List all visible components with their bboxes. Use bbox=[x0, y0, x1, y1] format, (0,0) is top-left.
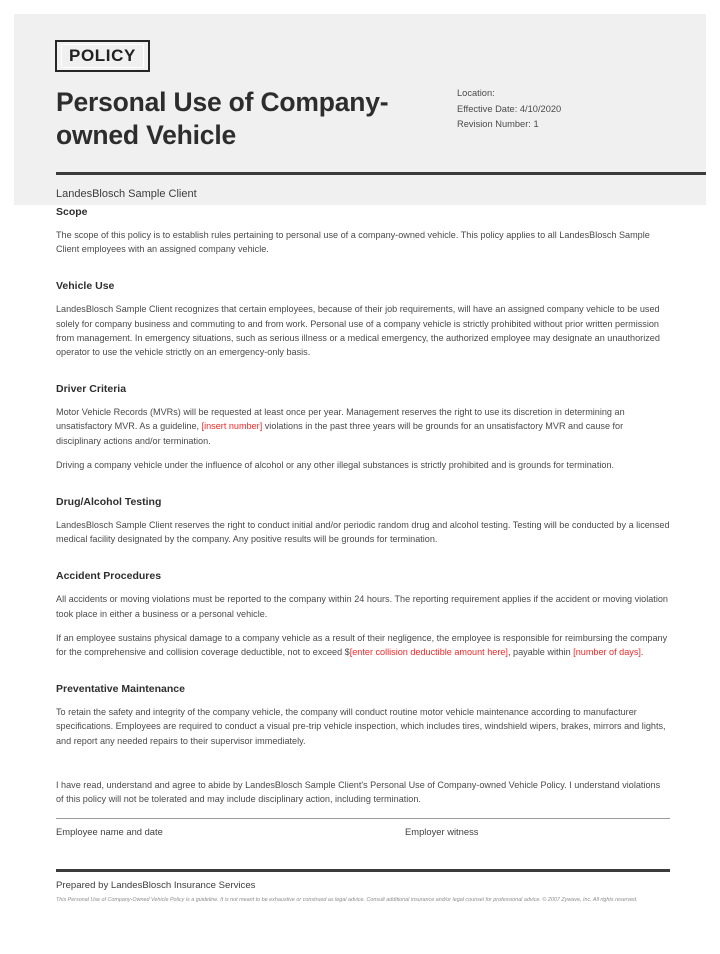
prepared-by-text: Prepared by LandesBlosch Insurance Services bbox=[56, 880, 256, 891]
section-spacer bbox=[56, 659, 670, 682]
header-divider bbox=[56, 172, 706, 175]
section-heading: Accident Procedures bbox=[56, 570, 162, 583]
heading-spacer bbox=[56, 583, 670, 592]
section-heading: Vehicle Use bbox=[56, 280, 115, 293]
body-paragraph bbox=[56, 228, 670, 256]
section-heading: Driver Criteria bbox=[56, 383, 127, 396]
paragraph-text: LandesBlosch Sample Client recognizes that certain employees, because of their job requirements, will have an assigned company vehicle to be used solely for company business and commuting to and from work. Personal use of a company vehicle is strictly prohibited without prior written permission from management. In emergency situations, such as serious illness or a medical emergency, the authorized employee may designate an unauthorized operator to use the vehicle strictly on an emergency-only basis. bbox=[56, 304, 660, 358]
paragraph-text: To retain the safety and integrity of the company vehicle, the company will conduct routine motor vehicle maintenance according to manufacturer specifications. Employees are required to conduct a visual pre-trip vehicle inspection, which includes tires, windshield wipers, brakes, mirrors and lights, and report any needed repairs to their supervisor immediately. bbox=[56, 707, 666, 746]
meta-location: Location: bbox=[457, 88, 495, 98]
document-metadata bbox=[457, 86, 697, 133]
section-spacer bbox=[56, 256, 670, 279]
client-name: LandesBlosch Sample Client bbox=[56, 188, 197, 200]
signature-labels bbox=[56, 825, 670, 839]
body-paragraph bbox=[56, 458, 670, 472]
signature-block bbox=[56, 818, 670, 839]
section-heading: Scope bbox=[56, 206, 88, 218]
paragraph-spacer bbox=[56, 448, 670, 458]
paragraph-text: If an employee sustains physical damage to a company vehicle as a result of their negligence, the employee is responsible for reimbursing the company for the comprehensive and collision coverage deductible, not to exceed $ bbox=[56, 632, 668, 658]
paragraph-spacer bbox=[56, 621, 670, 631]
sections-container bbox=[56, 205, 670, 806]
paragraph-text: , payable within bbox=[507, 647, 574, 658]
signature-rule bbox=[56, 818, 670, 819]
heading-spacer bbox=[56, 696, 670, 705]
section-heading: Preventative Maintenance bbox=[56, 683, 185, 696]
employee-signature-label: Employee name and date bbox=[56, 826, 163, 837]
acknowledgement-text: I have read, understand and agree to abide by LandesBlosch Sample Client's Personal Use of Company-owned Vehicle Policy. I understand violations of this policy will not be tolerated and may include disciplinary action, including termination. bbox=[56, 779, 661, 805]
body-paragraph bbox=[56, 405, 670, 448]
paragraph-text: The scope of this policy is to establish rules pertaining to personal use of a company-owned vehicle. This policy applies to all LandesBlosch Sample Client employees with an assigned company vehicle. bbox=[56, 230, 650, 255]
document-header-band bbox=[14, 14, 706, 205]
meta-effective-date: Effective Date: 4/10/2020 bbox=[457, 103, 562, 114]
section-spacer bbox=[56, 359, 670, 382]
acknowledgement-spacer bbox=[56, 748, 670, 778]
policy-badge bbox=[55, 40, 150, 72]
section-spacer bbox=[56, 546, 670, 569]
heading-spacer bbox=[56, 293, 670, 302]
title-block bbox=[56, 86, 436, 152]
legal-disclaimer: This Personal Use of Company-Owned Vehicle Policy is a guideline. It is not meant to be exhaustive or construed as legal advice. Consult additional insurance and/or legal counsel for professional advice. © 2007 Zywave, Inc. All rights reserved. bbox=[56, 897, 638, 903]
paragraph-text: All accidents or moving violations must be reported to the company within 24 hours. The reporting requirement applies if the accident or moving violation took place in either a business or a personal vehicle. bbox=[56, 594, 668, 619]
heading-spacer bbox=[56, 396, 670, 405]
heading-spacer bbox=[56, 509, 670, 518]
body-paragraph bbox=[56, 302, 670, 359]
page-title: Personal Use of Company-owned Vehicle bbox=[56, 87, 389, 150]
footer-divider bbox=[56, 869, 670, 872]
placeholder-field: [insert number] bbox=[201, 421, 263, 432]
section-heading: Drug/Alcohol Testing bbox=[56, 496, 162, 509]
document-footer bbox=[56, 879, 670, 904]
body-paragraph bbox=[56, 518, 670, 546]
placeholder-field: [number of days] bbox=[573, 647, 641, 658]
paragraph-text: violations in the past three years will be grounds for an unsatisfactory MVR and cause for disciplinary actions and/or termination. bbox=[56, 421, 624, 446]
employer-witness-label: Employer witness bbox=[405, 826, 479, 837]
meta-revision-number: Revision Number: 1 bbox=[457, 119, 539, 129]
body-paragraph bbox=[56, 705, 670, 748]
policy-badge-label: POLICY bbox=[61, 44, 144, 68]
paragraph-text: Motor Vehicle Records (MVRs) will be requested at least once per year. Management reserves the right to use its discretion in determining an unsatisfactory MVR. As a guideline, bbox=[56, 407, 625, 432]
heading-spacer bbox=[56, 219, 670, 228]
section-spacer bbox=[56, 472, 670, 495]
body-paragraph bbox=[56, 592, 670, 620]
body-paragraph bbox=[56, 631, 670, 659]
document-body bbox=[0, 205, 720, 806]
paragraph-text: LandesBlosch Sample Client reserves the right to conduct initial and/or periodic random drug and alcohol testing. Testing will be conducted by a licensed medical facility designated by the company. Any positive results will be grounds for termination. bbox=[56, 520, 670, 545]
paragraph-text: . bbox=[640, 647, 644, 658]
paragraph-text: Driving a company vehicle under the influence of alcohol or any other illegal substances is strictly prohibited and is grounds for termination. bbox=[56, 459, 615, 470]
placeholder-field: [enter collision deductible amount here] bbox=[349, 647, 508, 658]
